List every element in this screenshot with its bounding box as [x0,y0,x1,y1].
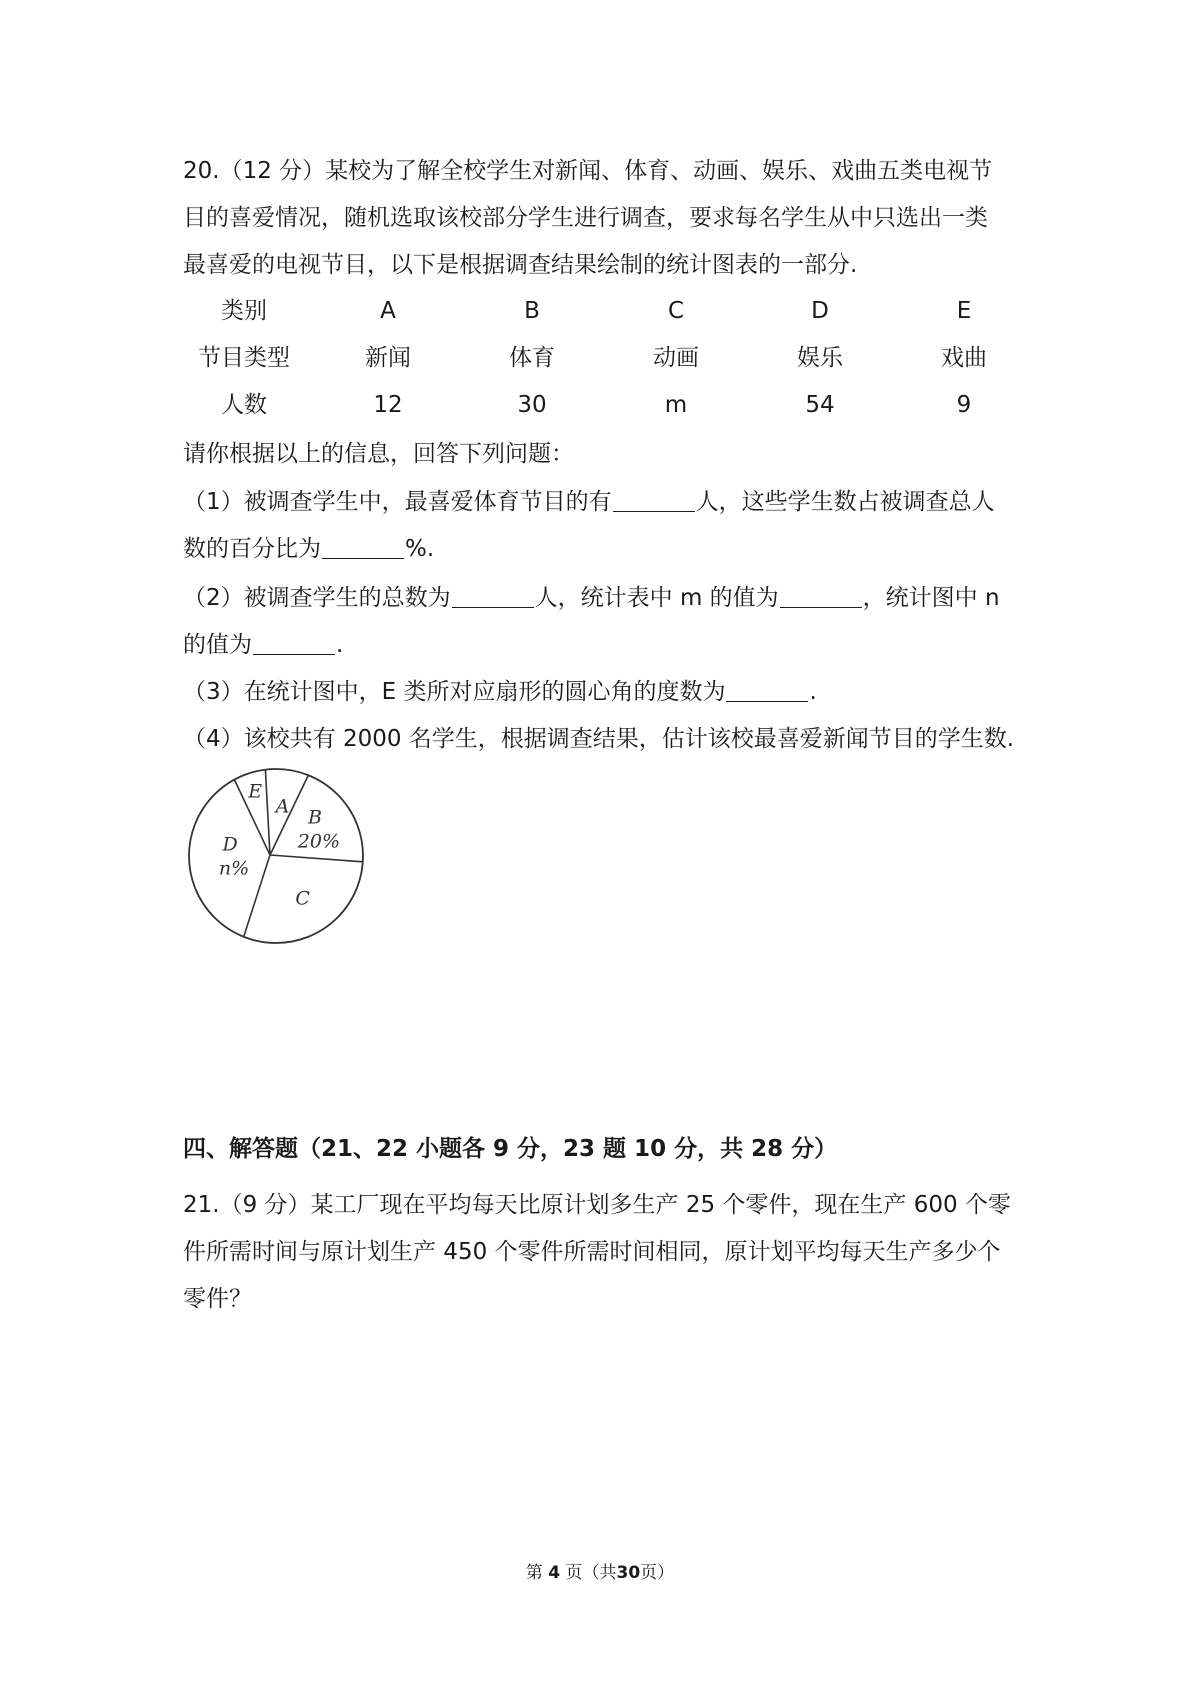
table-cell: D [811,298,829,324]
q2-text-c: ，统计图中 n [862,585,1000,611]
page-footer [0,1558,1200,1583]
q1-line-1 [183,479,1028,526]
footer-post: 页） [640,1563,675,1583]
stats-table [183,288,1028,429]
q2-line-1 [183,575,1028,622]
q3-text-a: （3）在统计图中，E 类所对应扇形的圆心角的度数为 [183,679,726,705]
table-cell: C [667,298,685,324]
q3-line [183,669,1028,716]
q2-text-b: 人，统计表中 m 的值为 [534,585,779,611]
pie-label-b: B [307,806,322,829]
table-cell: m [664,392,688,418]
q2-text-e: . [336,632,344,658]
q21-line-3: 零件？ [183,1286,252,1312]
table-cell: 娱乐 [797,345,843,371]
table-cell: 戏曲 [941,345,987,371]
footer-page-number: 4 [548,1563,561,1583]
pie-label-c: C [295,887,310,910]
table-cell: 人数 [221,392,267,418]
q20-line-1: 20.（12 分）某校为了解全校学生对新闻、体育、动画、娱乐、戏曲五类电视节 [183,158,993,184]
q1-text-a: （1）被调查学生中，最喜爱体育节目的有 [183,489,612,515]
table-cell: 54 [805,392,835,418]
answer-blank-q2-m[interactable] [780,585,862,608]
table-cell: 类别 [221,298,267,324]
table-cell: 9 [956,392,972,418]
q21-line-1: 21.（9 分）某工厂现在平均每天比原计划多生产 25 个零件，现在生产 600 个零 [183,1192,1011,1218]
q2-text-d: 的值为 [183,632,252,658]
pie-slice-c-edge [270,855,363,862]
q2-text-a: （2）被调查学生的总数为 [183,585,451,611]
table-row-count [183,382,1028,429]
q2-line-2 [183,622,1028,669]
q1-text-c: 数的百分比为 [183,536,321,562]
table-row-category [183,288,1028,335]
q1-text-d: %. [405,536,435,562]
answer-blank-q3-angle[interactable] [726,679,808,702]
table-row-program-type [183,335,1028,382]
answer-blank-q2-total[interactable] [452,585,534,608]
q20-line-3: 最喜爱的电视节目，以下是根据调查结果绘制的统计图表的一部分. [183,252,858,278]
table-cell: 体育 [509,345,555,371]
table-cell: 12 [373,392,403,418]
pie-value-b: 20% [297,830,341,853]
pie-label-a: A [275,795,290,818]
q3-text-b: . [809,679,817,705]
table-cell: E [956,298,972,324]
q1-line-2 [183,526,1028,573]
answer-blank-q2-n[interactable] [253,632,335,655]
q21-line-2: 件所需时间与原计划生产 450 个零件所需时间相同，原计划平均每天生产多少个 [183,1239,1001,1265]
table-cell: 节目类型 [198,345,290,371]
prompt-text: 请你根据以上的信息，回答下列问题： [183,441,574,467]
pie-slice-a-edge [265,770,270,855]
pie-value-d: n% [218,857,250,880]
q20-line-2: 目的喜爱情况，随机选取该校部分学生进行调查，要求每名学生从中只选出一类 [183,205,988,231]
footer-mid: 页（共 [565,1563,617,1583]
section-heading: 四、解答题（21、22 小题各 9 分，23 题 10 分，共 28 分） [183,1136,838,1162]
answer-blank-q1-count[interactable] [613,489,695,512]
pie-label-d: D [222,833,238,856]
pie-chart [176,756,376,956]
table-cell: 新闻 [365,345,411,371]
table-cell: 30 [517,392,547,418]
footer-pre: 第 [525,1563,543,1583]
table-cell: 动画 [653,345,699,371]
q1-text-b: 人，这些学生数占被调查总人 [695,489,995,515]
q4-line: （4）该校共有 2000 名学生，根据调查结果，估计该校最喜爱新闻节目的学生数. [183,726,1015,752]
table-cell: A [380,298,396,324]
answer-blank-q1-percent[interactable] [322,536,404,559]
table-cell: B [524,298,540,324]
pie-label-e: E [248,780,263,803]
footer-total-pages: 30 [616,1563,641,1583]
